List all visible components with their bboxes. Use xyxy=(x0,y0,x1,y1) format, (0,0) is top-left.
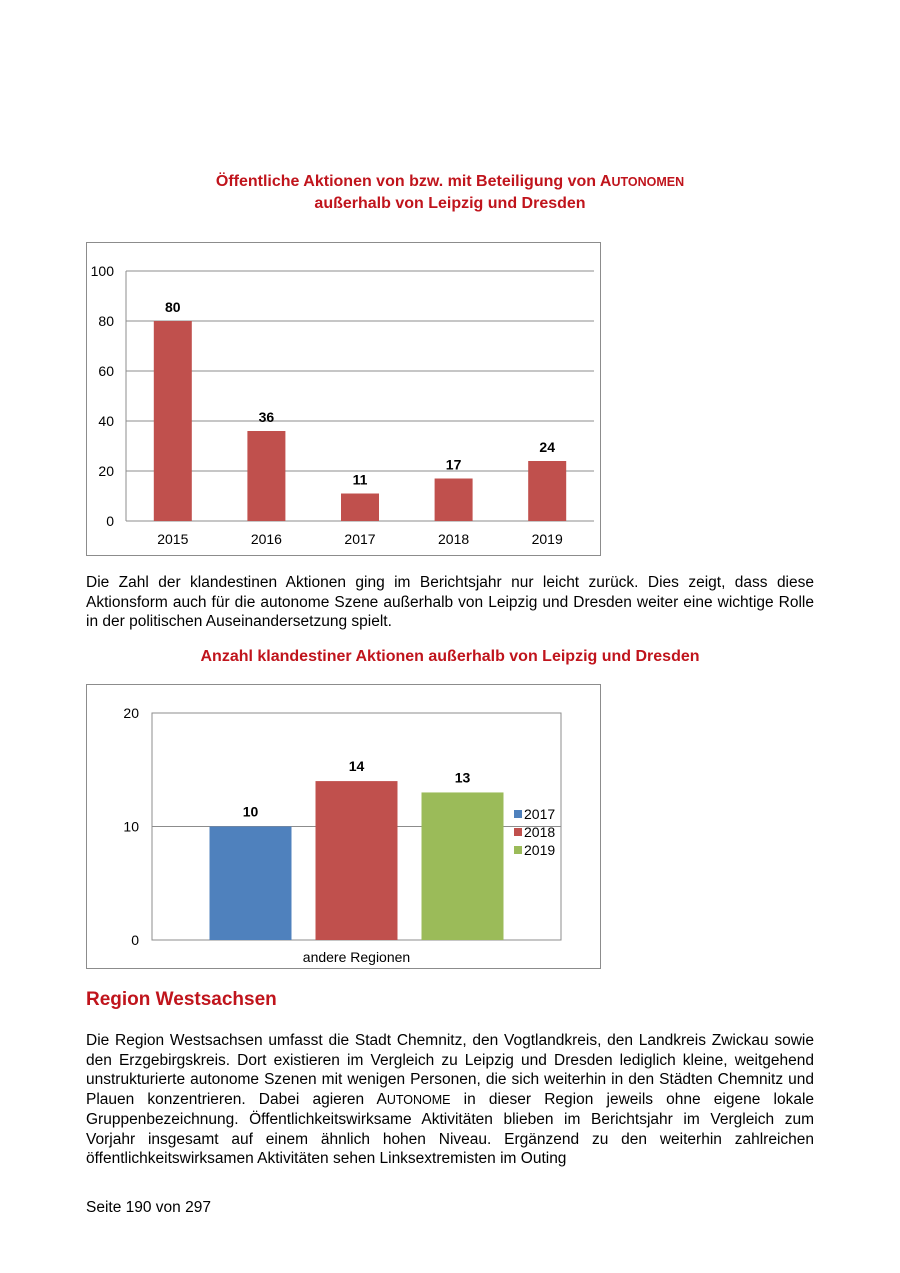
chart1-x-tick-label: 2018 xyxy=(438,531,470,547)
chart1-data-label: 80 xyxy=(165,299,181,315)
chart1-bar xyxy=(247,431,285,521)
chart2-legend-label: 2018 xyxy=(524,824,556,840)
section-heading: Region Westsachsen xyxy=(86,989,277,1010)
autonome-smallcaps-rest: UTONOME xyxy=(386,1092,451,1107)
chart1-x-tick-label: 2019 xyxy=(531,531,563,547)
chart2-bar-2017 xyxy=(210,827,292,941)
chart1-data-label: 11 xyxy=(352,471,368,488)
paragraph-westsachsen-part2: in dieser Region jeweils ohne eigene lokale Gruppenbezeichnung. Öffentlichkeitswirksame Aktivitäten blieben im Berichtsjahr im Vergleich zum Vorjahr insgesamt auf einem ähnlich hohen Niveau. Ergänzend zu den weiterhin zahlreichen öffentlichkeitswirksamen Aktivitäten sehen Linksextremisten im Outing xyxy=(86,1090,815,1167)
chart2-data-label: 14 xyxy=(348,758,365,775)
chart1-data-label: 17 xyxy=(445,456,462,473)
chart2-legend-swatch-2017 xyxy=(514,810,522,818)
chart1-data-label: 36 xyxy=(258,409,275,425)
chart1-bar xyxy=(154,321,192,521)
chart1-title-line2: außerhalb von Leipzig und Dresden xyxy=(314,195,586,212)
chart2-y-tick-label: 10 xyxy=(123,818,139,835)
paragraph-westsachsen xyxy=(86,1031,814,1169)
chart1-y-tick-label: 60 xyxy=(98,363,114,379)
chart1-x-tick-label: 2016 xyxy=(250,531,282,547)
chart1-y-tick-label: 20 xyxy=(98,463,114,479)
chart1-y-tick-label: 0 xyxy=(106,513,114,529)
paragraph-klandestine: Die Zahl der klandestinen Aktionen ging im Berichtsjahr nur leicht zurück. Dies zeigt, dass diese Aktionsform auch für die autonome Szene außerhalb von Leipzig und Dresden weiter eine wichtige Rolle in der politischen Auseinandersetzung spielt. xyxy=(86,574,814,630)
chart2-bar-2019 xyxy=(422,792,504,940)
autonome-smallcaps-initial: A xyxy=(376,1090,387,1108)
chart2-legend-label: 2017 xyxy=(524,806,556,822)
chart1-title xyxy=(0,171,900,214)
chart1-x-tick-label: 2017 xyxy=(344,531,376,547)
chart1-bar xyxy=(528,461,566,521)
chart2-x-tick-label: andere Regionen xyxy=(302,949,411,965)
chart1-svg xyxy=(87,243,600,555)
chart1-y-tick-label: 80 xyxy=(98,313,114,329)
chart2-data-label: 10 xyxy=(242,803,259,820)
chart1-x-tick-label: 2015 xyxy=(157,531,189,547)
chart1-title-smallcaps: UTONOMEN xyxy=(611,175,685,189)
paragraph-westsachsen-part1: Die Region Westsachsen umfasst die Stadt Chemnitz, den Vogtlandkreis, den Landkreis Zwickau sowie den Erzgebirgskreis. Dort existieren im Vergleich zu Leipzig und Dresden lediglich kleine, weitgehend unstrukturierte autonome Szenen mit wenigen Personen, die sich weiterhin in den Städten Chemnitz und Plauen konzentrieren. Dabei agieren xyxy=(86,1032,814,1108)
chart2-legend-swatch-2019 xyxy=(514,846,522,854)
chart2-y-tick-label: 20 xyxy=(123,705,139,721)
chart2-title: Anzahl klandestiner Aktionen außerhalb von Leipzig und Dresden xyxy=(200,648,700,665)
chart1-data-label: 24 xyxy=(539,439,555,455)
chart2-frame xyxy=(86,684,601,969)
chart2-legend-label: 2019 xyxy=(524,842,556,858)
chart2-legend-swatch-2018 xyxy=(514,828,522,836)
chart1-title-prefix: Öffentliche Aktionen von bzw. mit Beteiligung von A xyxy=(215,173,612,190)
chart2-svg xyxy=(87,685,600,968)
chart1-y-tick-label: 40 xyxy=(98,413,114,429)
chart2-bar-2018 xyxy=(316,781,398,940)
chart1-bar xyxy=(341,494,379,522)
chart1-y-tick-label: 100 xyxy=(90,263,114,279)
chart1-frame xyxy=(86,242,601,556)
chart2-y-tick-label: 0 xyxy=(131,932,139,948)
chart2-data-label: 13 xyxy=(454,769,471,786)
chart1-bar xyxy=(435,479,473,522)
page-footer: Seite 190 von 297 xyxy=(86,1199,211,1216)
